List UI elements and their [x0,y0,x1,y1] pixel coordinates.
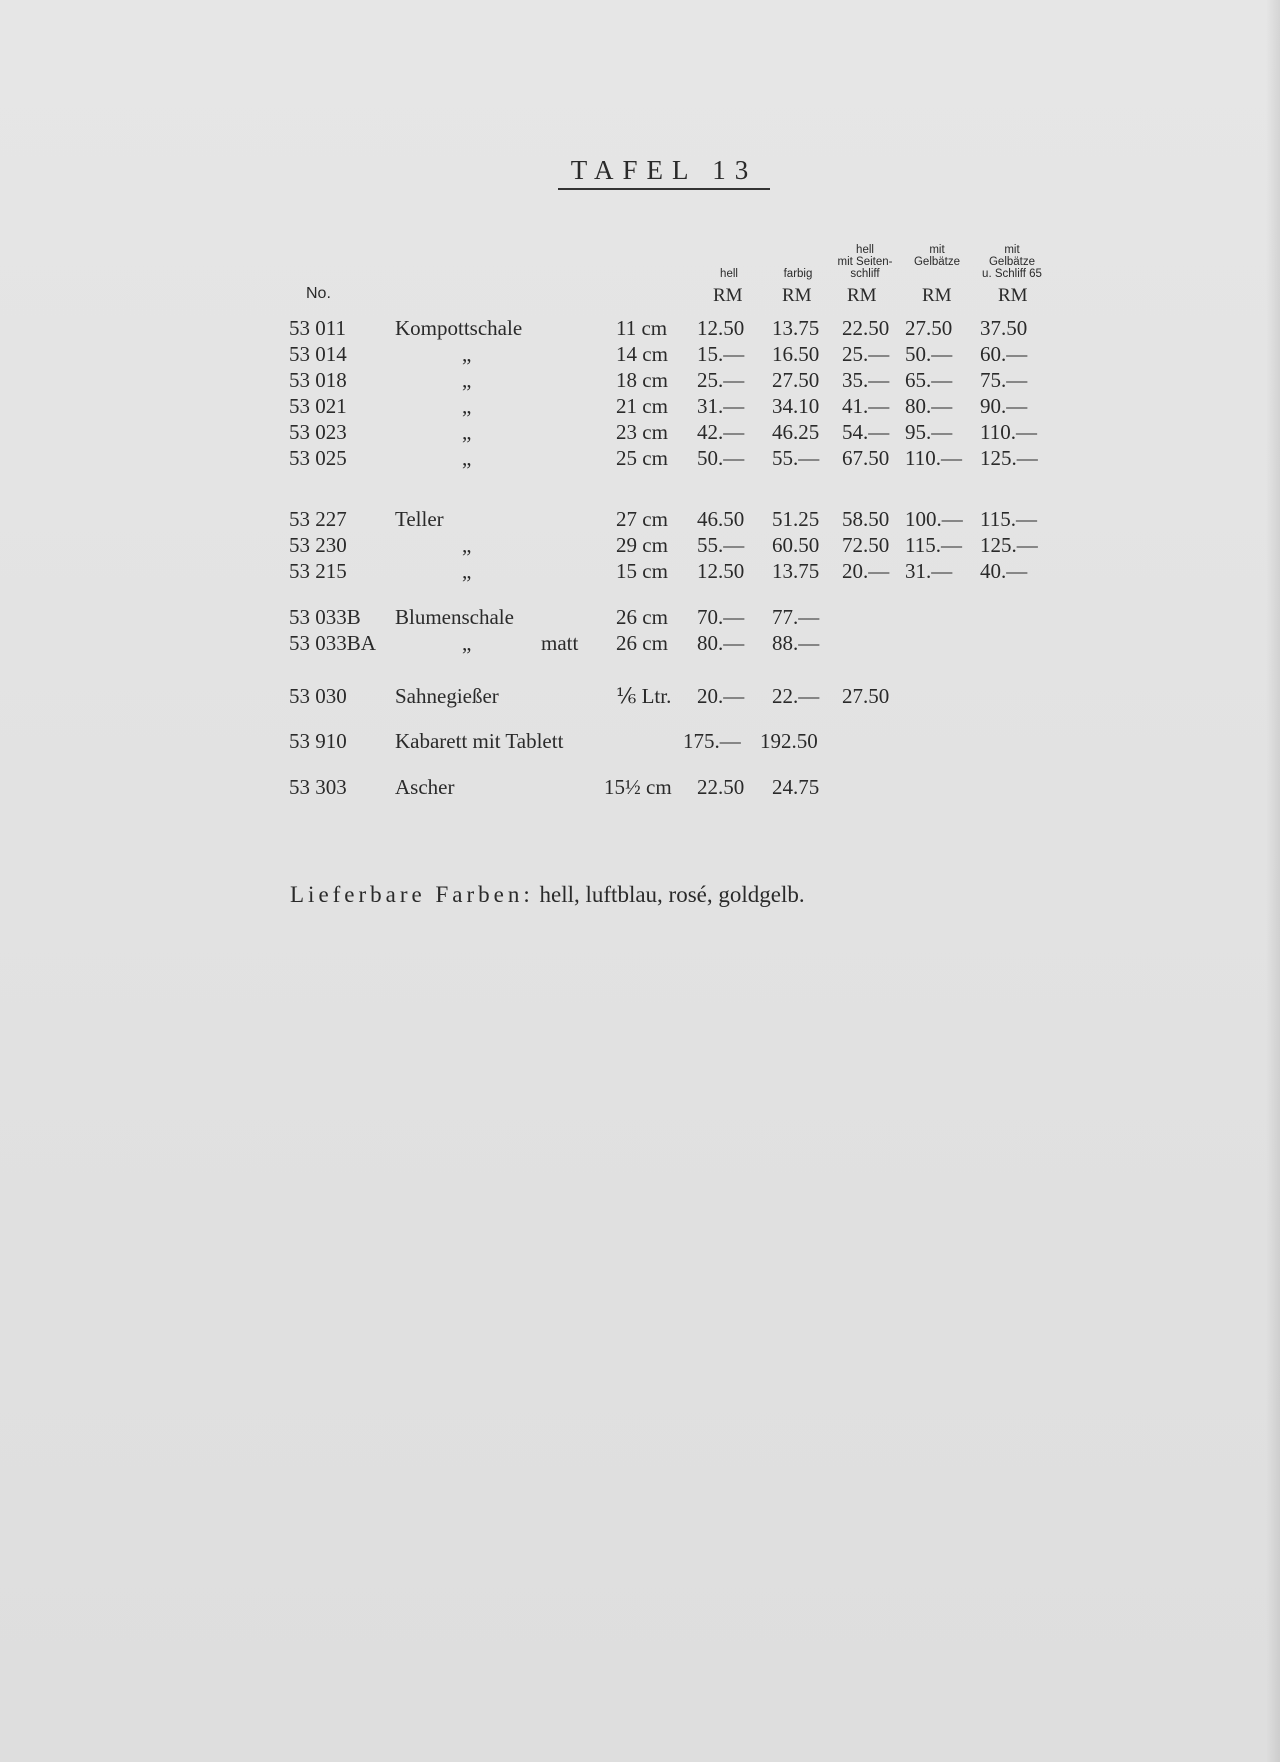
price-cell: 13.75 [772,559,820,583]
price-cell: 16.50 [772,342,820,366]
price-cell: 75.— [980,368,1028,392]
item-number: 53 303 [289,775,347,799]
price-cell: 12.50 [697,559,745,583]
item-number: 53 018 [289,368,347,392]
unit-rm: RM [998,285,1028,306]
item-number: 53 227 [289,507,347,531]
unit-rm: RM [847,285,877,306]
price-cell: 27.50 [772,368,820,392]
price-cell: 46.25 [772,420,820,444]
price-cell: 31.— [905,559,953,583]
column-header-hell [693,268,765,280]
item-number: 53 023 [289,420,347,444]
column-header-gelbaetze [898,244,976,268]
price-cell: 175.— [683,729,741,753]
price-cell: 50.— [905,342,953,366]
item-name: Kabarett mit Tablett [395,729,564,753]
price-cell: 60.— [980,342,1028,366]
item-size: 18 cm [616,368,668,392]
header-line: mit [1004,244,1020,256]
available-colors [290,882,805,908]
unit-rm: RM [922,285,952,306]
item-number: 53 014 [289,342,347,366]
item-number: 53 030 [289,684,347,708]
column-header-no: No. [306,285,331,302]
price-cell: 15.— [697,342,745,366]
item-number: 53 025 [289,446,347,470]
unit-rm: RM [713,285,743,306]
item-number: 53 033B [289,605,361,629]
item-size: 27 cm [616,507,668,531]
price-cell: 40.— [980,559,1028,583]
price-cell: 22.— [772,684,820,708]
item-name: „ [462,559,472,583]
item-size: 25 cm [616,446,668,470]
item-name: „ [462,342,472,366]
item-size: 26 cm [616,605,668,629]
item-name: „ [462,420,472,444]
price-cell: 72.50 [842,533,890,557]
header-line: farbig [783,268,813,280]
price-cell: 70.— [697,605,745,629]
available-colors-label: Lieferbare Farben: [290,882,534,907]
item-size: 23 cm [616,420,668,444]
price-cell: 58.50 [842,507,890,531]
header-line: mit [929,244,945,256]
item-size: 15 cm [616,559,668,583]
price-cell: 55.— [697,533,745,557]
price-cell: 22.50 [697,775,745,799]
item-number: 53 021 [289,394,347,418]
header-line: Gelbätze [988,256,1036,268]
item-name: „ [462,394,472,418]
price-cell: 60.50 [772,533,820,557]
price-cell: 25.— [842,342,890,366]
header-line: hell [856,244,874,256]
item-number: 53 215 [289,559,347,583]
header-line: Gelbätze [913,256,961,268]
price-cell: 12.50 [697,316,745,340]
price-cell: 25.— [697,368,745,392]
price-cell: 22.50 [842,316,890,340]
item-name: Ascher [395,775,455,799]
price-cell: 42.— [697,420,745,444]
price-cell: 50.— [697,446,745,470]
item-size: 11 cm [616,316,668,340]
price-cell: 27.50 [905,316,953,340]
price-cell: 27.50 [842,684,890,708]
price-cell: 77.— [772,605,820,629]
price-cell: 80.— [905,394,953,418]
price-cell: 20.— [842,559,890,583]
item-name: Teller [395,507,444,531]
price-cell: 24.75 [772,775,820,799]
price-cell: 37.50 [980,316,1028,340]
price-cell: 115.— [980,507,1037,531]
page-title: TAFEL 13 [558,155,770,190]
item-finish: matt [541,631,579,655]
item-size: 14 cm [616,342,668,366]
price-cell: 115.— [905,533,962,557]
price-cell: 54.— [842,420,890,444]
item-name: „ [462,533,472,557]
item-name: Kompottschale [395,316,523,340]
price-cell: 100.— [905,507,963,531]
price-cell: 65.— [905,368,953,392]
unit-rm: RM [782,285,812,306]
header-line: schliff [850,268,880,280]
price-cell: 125.— [980,533,1038,557]
column-header-gelbaetze-schliff [968,244,1056,280]
column-header-seitenschliff [820,244,910,280]
item-number: 53 230 [289,533,347,557]
price-cell: 34.10 [772,394,820,418]
header-line: mit Seiten- [837,256,893,268]
price-cell: 110.— [980,420,1037,444]
item-name: „ [462,368,472,392]
price-cell: 80.— [697,631,745,655]
price-cell: 110.— [905,446,962,470]
price-cell: 31.— [697,394,745,418]
price-cell: 90.— [980,394,1028,418]
available-colors-list: hell, luftblau, rosé, goldgelb. [539,882,805,907]
item-number: 53 011 [289,316,346,340]
item-size: 21 cm [616,394,668,418]
price-cell: 51.25 [772,507,820,531]
item-name: Sahnegießer [395,684,499,708]
header-line: u. Schliff 65 [982,268,1042,280]
page-edge-shadow [1266,0,1280,1762]
price-cell: 41.— [842,394,890,418]
price-cell: 192.50 [760,729,818,753]
price-cell: 88.— [772,631,820,655]
item-size: ⅙ Ltr. [616,684,672,708]
price-cell: 20.— [697,684,745,708]
item-size: 15½ cm [604,775,672,799]
item-name: Blumenschale [395,605,514,629]
price-cell: 46.50 [697,507,745,531]
price-cell: 55.— [772,446,820,470]
price-cell: 13.75 [772,316,820,340]
item-size: 26 cm [616,631,668,655]
price-cell: 125.— [980,446,1038,470]
item-number: 53 033BA [289,631,376,655]
price-cell: 35.— [842,368,890,392]
item-size: 29 cm [616,533,668,557]
item-name: „ [462,631,472,655]
item-number: 53 910 [289,729,347,753]
price-cell: 67.50 [842,446,890,470]
price-cell: 95.— [905,420,953,444]
item-name: „ [462,446,472,470]
header-line: hell [720,268,738,280]
